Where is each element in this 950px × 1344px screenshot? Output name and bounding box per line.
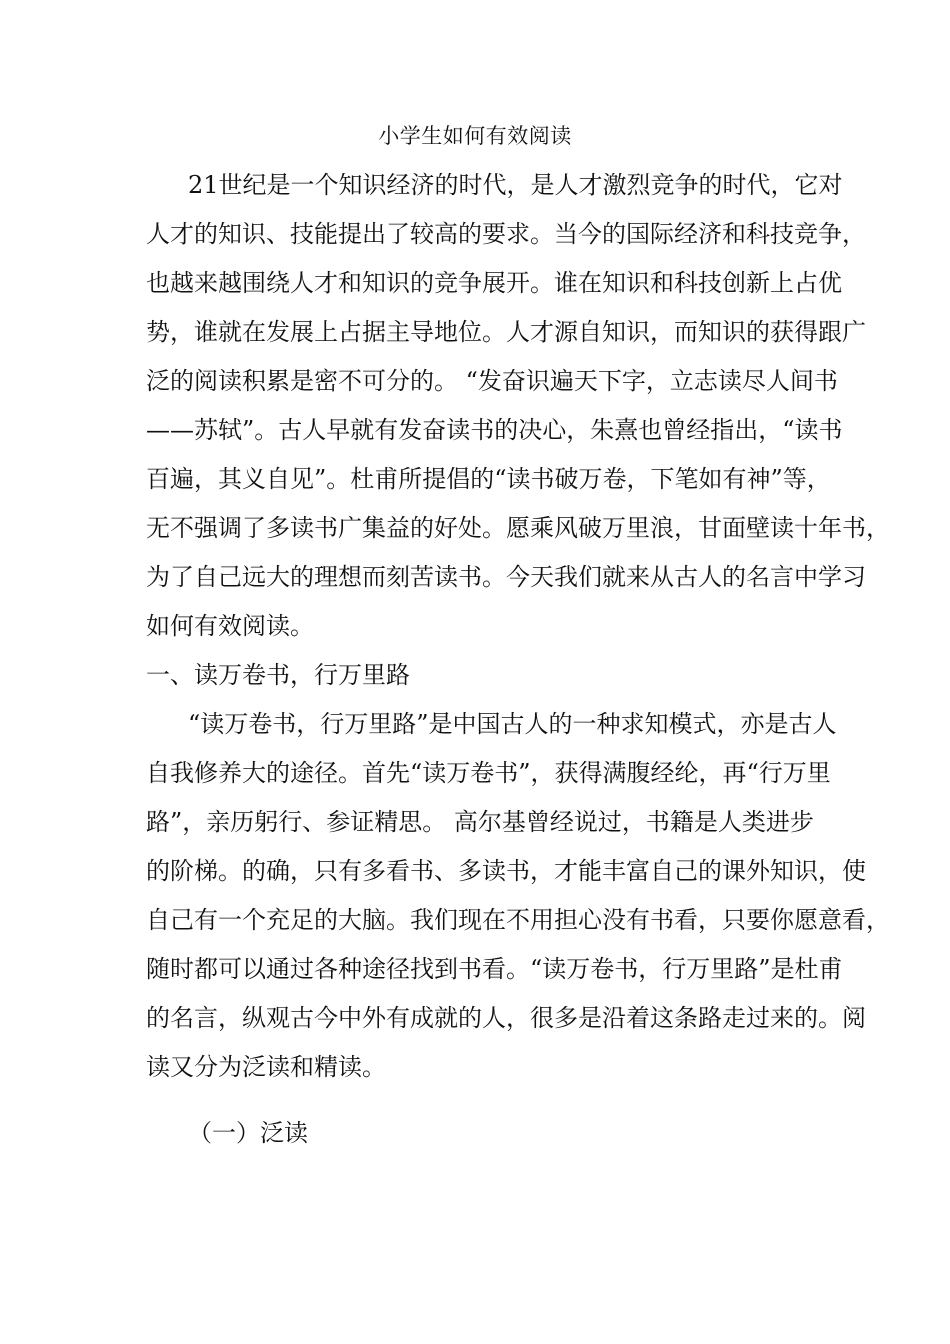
paragraph-2-line-2: 自我修养大的途径。首先“读万卷书”，获得满腹经纶，再“行万里 [146,759,831,787]
paragraph-1-line-3: 也越来越围绕人才和知识的竞争展开。谁在知识和科技创新上占优 [146,269,842,297]
document-title: 小学生如何有效阅读 [378,124,572,148]
paragraph-2-line-6: 随时都可以通过各种途径找到书看。“读万卷书，行万里路”是杜甫 [146,955,843,983]
paragraph-1-line-5: 泛的阅读积累是密不可分的。 “发奋识遍天下字，立志读尽人间书 [146,367,838,395]
section-heading-1: 一、读万卷书，行万里路 [146,661,410,689]
subsection-heading-1: （一）泛读 [188,1119,308,1147]
paragraph-2-line-5: 自己有一个充足的大脑。我们现在不用担心没有书看，只要你愿意看， [146,906,890,934]
paragraph-1-line-4: 势，谁就在发展上占据主导地位。人才源自知识，而知识的获得跟广 [146,318,866,346]
paragraph-1-line-9: 为了自己远大的理想而刻苦读书。今天我们就来从古人的名言中学习 [146,563,866,591]
paragraph-1-line-10: 如何有效阅读。 [146,612,314,640]
paragraph-1-line-1: 21世纪是一个知识经济的时代，是人才激烈竞争的时代，它对 [188,171,843,199]
paragraph-1-line-7: 百遍，其义自见”。杜甫所提倡的“读书破万卷，下笔如有神”等， [146,465,831,493]
paragraph-2-line-1: “读万卷书，行万里路”是中国古人的一种求知模式，亦是古人 [188,710,837,738]
paragraph-2-line-8: 读又分为泛读和精读。 [146,1053,386,1081]
paragraph-1-line-2: 人才的知识、技能提出了较高的要求。当今的国际经济和科技竞争， [146,220,866,248]
paragraph-2-line-3: 路”，亲历躬行、参证精思。 高尔基曾经说过，书籍是人类进步 [146,808,814,836]
paragraph-2-line-4: 的阶梯。的确，只有多看书、多读书，才能丰富自己的课外知识，使 [146,857,866,885]
paragraph-2-line-7: 的名言，纵观古今中外有成就的人，很多是沿着这条路走过来的。阅 [146,1004,866,1032]
paragraph-1-line-8: 无不强调了多读书广集益的好处。愿乘风破万里浪，甘面壁读十年书， [146,514,890,542]
paragraph-1-line-6: ——苏轼”。古人早就有发奋读书的决心，朱熹也曾经指出，“读书 [146,416,843,444]
